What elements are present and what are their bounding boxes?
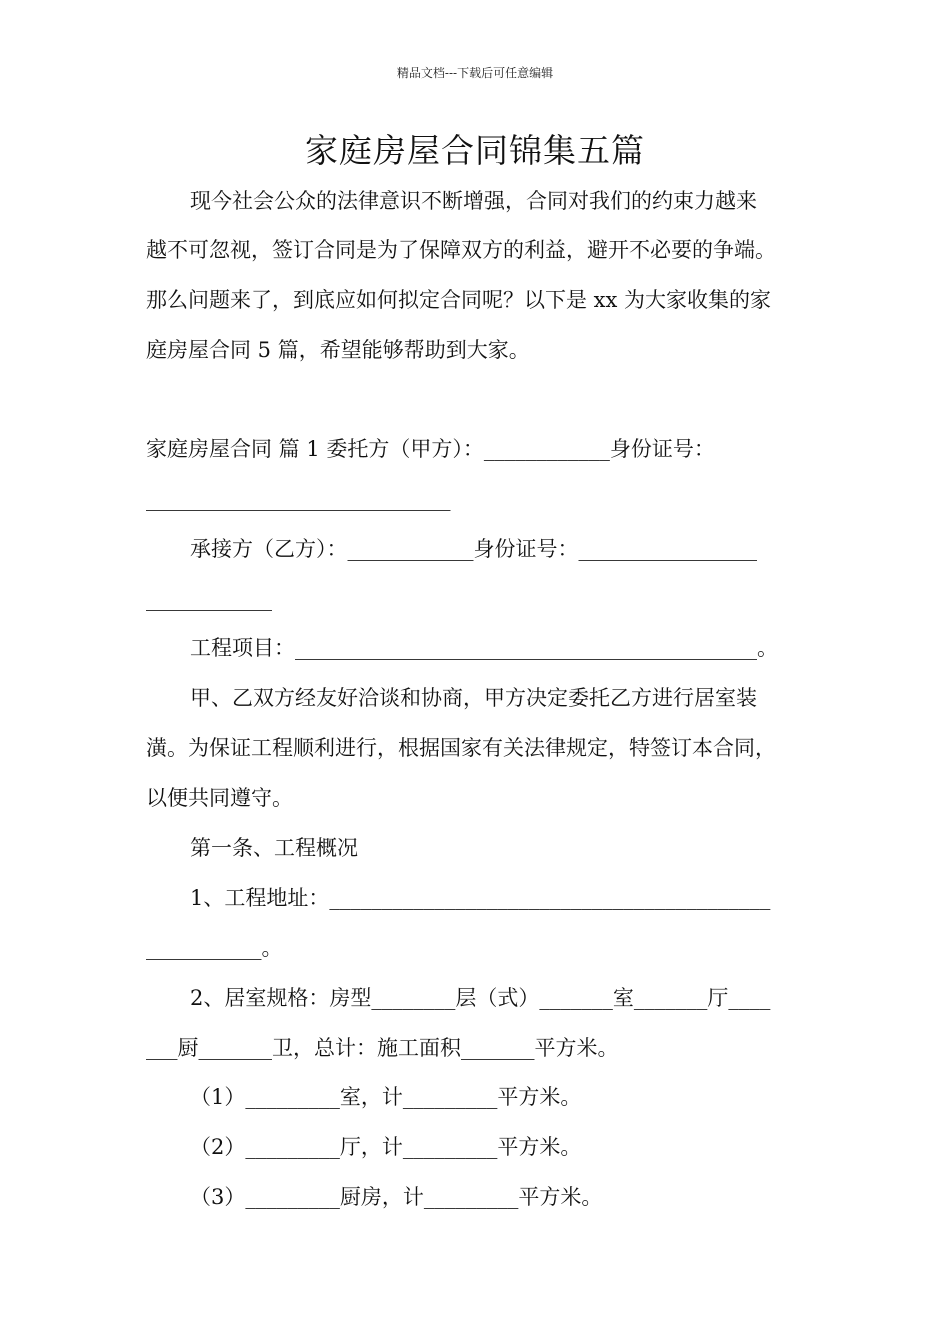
intro-line-3: 那么问题来了，到底应如何拟定合同呢？以下是 xx 为大家收集的家 [146,288,772,312]
address-line: 1、工程地址：__________________________________________ [190,886,771,910]
party-b-line: 承接方（乙方）：____________身份证号：_________________ [190,537,757,561]
agreement-line-2: 潢。为保证工程顺利进行，根据国家有关法律规定，特签订本合同， [146,736,776,760]
address-line-cont: ___________。 [146,936,283,960]
spec-line-1: 2、居室规格：房型________层（式）_______室_______厅____ [190,986,771,1010]
article-1-title: 第一条、工程概况 [190,836,358,860]
spec-line-2: ___厨_______卫，总计：施工面积_______平方米。 [146,1036,619,1060]
room-line-1: （1）_________室，计_________平方米。 [190,1085,582,1109]
room-line-2: （2）_________厅，计_________平方米。 [190,1135,582,1159]
intro-line-1: 现今社会公众的法律意识不断增强，合同对我们的约束力越来 [190,189,757,213]
room-line-3: （3）_________厨房，计_________平方米。 [190,1185,603,1209]
agreement-line-1: 甲、乙双方经友好洽谈和协商，甲方决定委托乙方进行居室装 [190,686,757,710]
party-a-line-cont: _____________________________ [146,487,451,511]
intro-line-2: 越不可忽视，签订合同是为了保障双方的利益，避开不必要的争端。 [146,238,776,262]
agreement-line-3: 以便共同遵守。 [146,786,293,810]
party-a-line: 家庭房屋合同 篇 1 委托方（甲方）：____________身份证号： [146,437,715,461]
page-header: 精品文档---下载后可任意编辑 [396,66,554,80]
project-line: 工程项目：____________________________________________。 [190,636,778,660]
intro-line-4: 庭房屋合同 5 篇，希望能够帮助到大家。 [146,338,530,362]
document-title: 家庭房屋合同锦集五篇 [305,131,645,170]
party-b-line-cont: ____________ [146,587,272,611]
